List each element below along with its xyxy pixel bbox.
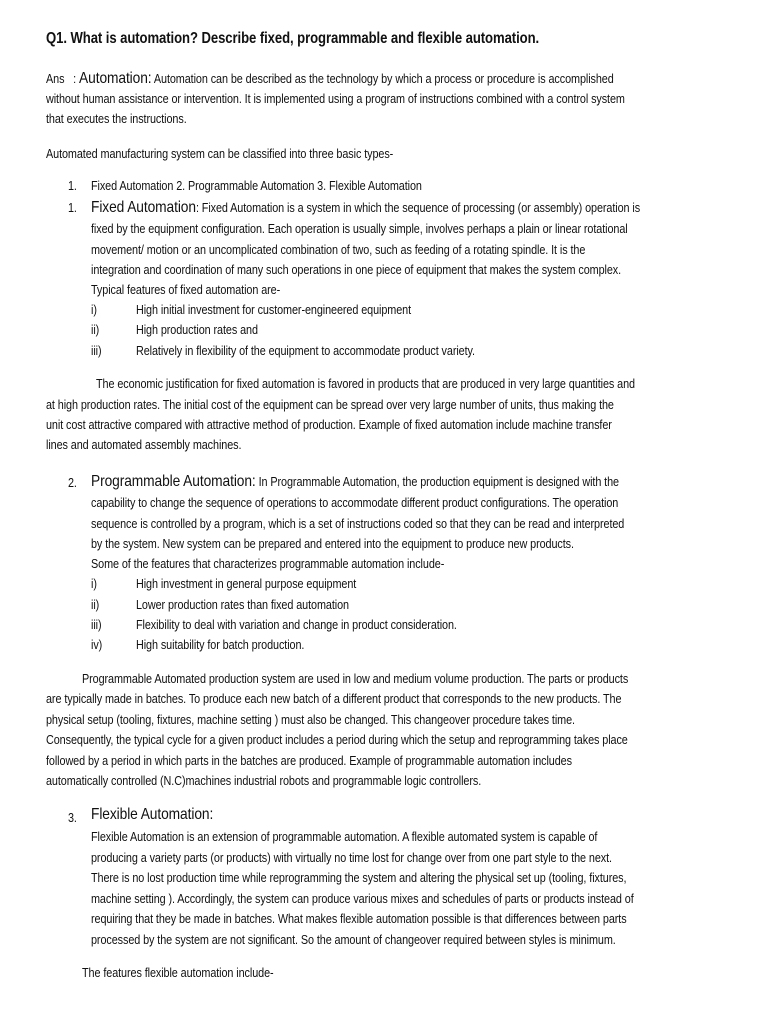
flexible-line: Flexible Automation is an extension of programmable automation. A flexible automated system is capable of xyxy=(91,830,598,844)
answer-separator: : xyxy=(73,72,77,86)
programmable-line: sequence is controlled by a program, which is a set of instructions coded so that they can be read and interpreted xyxy=(91,517,625,531)
programmable-line-1 xyxy=(91,473,619,491)
answer-line-3: that executes the instructions. xyxy=(46,112,187,126)
fixed-num: 1. xyxy=(68,201,77,215)
fixed-text-1: : Fixed Automation is a system in which the sequence of processing (or assembly) operation is xyxy=(195,201,641,215)
feature-text: High production rates and xyxy=(136,323,258,337)
flexible-features-intro: The features flexible automation include- xyxy=(82,966,274,980)
programmable-line: capability to change the sequence of operations to accommodate different product configurations. The operation xyxy=(91,496,619,510)
flexible-title: Flexible Automation: xyxy=(91,806,214,823)
feature-num: iv) xyxy=(91,638,103,652)
feature-num: ii) xyxy=(91,323,100,337)
feature-text: High suitability for batch production. xyxy=(136,638,305,652)
flexible-line: There is no lost production time while reprogramming the system and altering the physical set up (tooling, fixtures, xyxy=(91,871,627,885)
fixed-para-line: at high production rates. The initial cost of the equipment can be spread over very large number of units, thus making the xyxy=(46,398,614,412)
feature-num: iii) xyxy=(91,344,102,358)
flexible-line: requiring that they be made in batches. What makes flexible automation possible is that differences between parts xyxy=(91,912,627,926)
fixed-para-line: unit cost attractive compared with attractive method of production. Example of fixed automation include machine transfer xyxy=(46,418,612,432)
answer-prefix: Ans xyxy=(46,72,65,86)
feature-num: ii) xyxy=(91,598,100,612)
fixed-line-1 xyxy=(91,199,640,217)
flexible-line: producing a variety parts (or products) with virtually no time lost for change over from one part style to the next. xyxy=(91,851,612,865)
fixed-line: Typical features of fixed automation are- xyxy=(91,283,281,297)
flexible-num: 3. xyxy=(68,811,77,825)
feature-num: iii) xyxy=(91,618,102,632)
fixed-line: fixed by the equipment configuration. Each operation is usually simple, involves perhaps a plain or linear rotational xyxy=(91,222,628,236)
programmable-para-line: followed by a period in which parts in the batches are produced. Example of programmable automation includes xyxy=(46,754,572,768)
programmable-para-line: automatically controlled (N.C)machines industrial robots and programmable logic controllers. xyxy=(46,774,482,788)
programmable-line: Some of the features that characterizes programmable automation include- xyxy=(91,557,445,571)
fixed-line: movement/ motion or an uncomplicated combination of two, such as feeding of a rotating spindle. It is the xyxy=(91,243,586,257)
programmable-para-line: Consequently, the typical cycle for a given product includes a period during which the setup and reprogramming takes place xyxy=(46,733,628,747)
feature-text: High initial investment for customer-engineered equipment xyxy=(136,303,412,317)
types-list-text: Fixed Automation 2. Programmable Automation 3. Flexible Automation xyxy=(91,179,422,193)
fixed-para-line: lines and automated assembly machines. xyxy=(46,438,242,452)
fixed-line: integration and coordination of many such operations in one piece of equipment that makes the system complex. xyxy=(91,263,622,277)
answer-text-1: Automation can be described as the technology by which a process or procedure is accomplished xyxy=(153,72,614,86)
programmable-para-line: are typically made in batches. To produce each new batch of a different product that corresponds to the new products. The xyxy=(46,692,622,706)
programmable-para-line: physical setup (tooling, fixtures, machine setting ) must also be changed. This changeover procedure takes time. xyxy=(46,713,575,727)
programmable-num: 2. xyxy=(68,476,77,490)
intro-text: Automated manufacturing system can be classified into three basic types- xyxy=(46,147,394,161)
feature-text: Lower production rates than fixed automation xyxy=(136,598,349,612)
programmable-line: by the system. New system can be prepared and entered into the equipment to produce new products. xyxy=(91,537,574,551)
feature-text: Relatively in flexibility of the equipment to accommodate product variety. xyxy=(136,344,475,358)
feature-num: i) xyxy=(91,303,97,317)
automation-term: Automation: xyxy=(79,70,152,87)
fixed-title: Fixed Automation xyxy=(91,199,196,216)
answer-line-1 xyxy=(46,70,614,88)
programmable-title: Programmable Automation: xyxy=(91,473,256,490)
feature-text: Flexibility to deal with variation and change in product consideration. xyxy=(136,618,457,632)
feature-num: i) xyxy=(91,577,97,591)
flexible-line: processed by the system are not significant. So the amount of changeover required between styles is minimum. xyxy=(91,933,616,947)
feature-text: High investment in general purpose equipment xyxy=(136,577,357,591)
answer-line-2: without human assistance or intervention. It is implemented using a program of instructions combined with a control system xyxy=(46,92,625,106)
types-list-num: 1. xyxy=(68,179,77,193)
programmable-para-line: Programmable Automated production system are used in low and medium volume production. The parts or products xyxy=(82,672,629,686)
programmable-text-1: In Programmable Automation, the production equipment is designed with the xyxy=(255,475,619,489)
question-heading: Q1. What is automation? Describe fixed, programmable and flexible automation. xyxy=(46,30,540,47)
fixed-para-line: The economic justification for fixed automation is favored in products that are produced in very large quantities and xyxy=(96,377,636,391)
flexible-line: machine setting ). Accordingly, the system can produce various mixes and schedules of parts or products instead of xyxy=(91,892,634,906)
